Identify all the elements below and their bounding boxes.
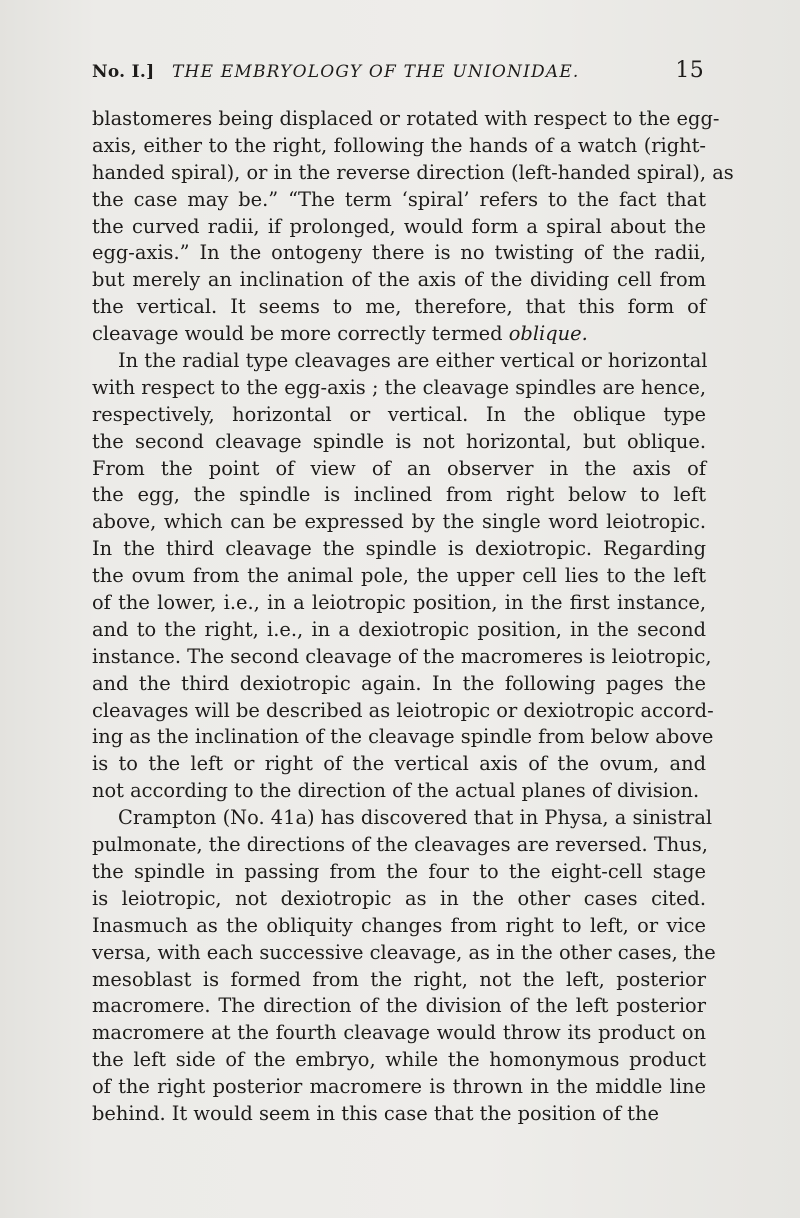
text-line bbox=[92, 751, 706, 778]
text-line-content: is leiotropic, not dexiotropic as in the other cases cited. bbox=[92, 886, 706, 910]
text-line-content: From the point of view of an observer in the axis of bbox=[92, 456, 706, 480]
page-number: 15 bbox=[675, 58, 704, 83]
text-line bbox=[92, 913, 706, 940]
text-line-content: instance. The second cleavage of the macromeres is leiotropic, bbox=[92, 644, 712, 668]
text-line bbox=[92, 644, 712, 671]
text-line-content: and the third dexiotropic again. In the following pages the bbox=[92, 671, 706, 695]
text-line bbox=[92, 1020, 706, 1047]
text-line bbox=[92, 402, 706, 429]
text-line bbox=[92, 1101, 706, 1128]
text-line bbox=[92, 967, 706, 994]
text-line bbox=[92, 671, 706, 698]
text-line-content: macromere at the fourth cleavage would throw its product on bbox=[92, 1021, 706, 1045]
running-header bbox=[92, 58, 704, 86]
text-line bbox=[92, 940, 716, 967]
text-line bbox=[92, 509, 706, 536]
text-line-content: versa, with each successive cleavage, as in the other cases, the bbox=[92, 940, 716, 964]
text-line-content: is to the left or right of the vertical axis of the ovum, and bbox=[92, 752, 706, 776]
text-line-content: blastomeres being displaced or rotated with respect to the egg- bbox=[92, 107, 720, 130]
text-line-content: the case may be.” “The term ‘spiral’ refers to the fact that bbox=[92, 187, 706, 211]
text-line-content: egg-axis.” In the ontogeny there is no twisting of the radii, bbox=[92, 241, 706, 265]
text-line-content: In the radial type cleavages are either vertical or horizontal bbox=[118, 349, 708, 373]
text-line-content: axis, either to the right, following the hands of a watch (right- bbox=[92, 133, 706, 157]
running-title: THE EMBRYOLOGY OF THE UNIONIDAE. bbox=[172, 62, 580, 82]
text-line-content: handed spiral), or in the reverse direction (left-handed spiral), as bbox=[92, 160, 734, 184]
text-line-content: ing as the inclination of the cleavage spindle from below above bbox=[92, 725, 714, 749]
text-line bbox=[92, 187, 706, 214]
text-line bbox=[92, 1047, 706, 1074]
text-line bbox=[92, 240, 706, 267]
text-line bbox=[92, 886, 706, 913]
issue-number: No. I.] bbox=[92, 62, 155, 82]
text-line-content: above, which can be expressed by the single word leiotropic. bbox=[92, 510, 706, 534]
text-line bbox=[92, 698, 714, 725]
text-line bbox=[92, 724, 714, 751]
text-line bbox=[92, 429, 706, 456]
text-line-content: cleavage would be more correctly termed bbox=[92, 322, 509, 346]
text-line bbox=[92, 133, 706, 160]
text-line bbox=[92, 214, 706, 241]
text-line-content: mesoblast is formed from the right, not the left, posterior bbox=[92, 967, 706, 991]
text-line-content: behind. It would seem in this case that the position of the bbox=[92, 1101, 659, 1125]
text-line bbox=[92, 482, 706, 509]
text-line-content: the egg, the spindle is inclined from right below to left bbox=[92, 483, 706, 507]
text-line-content: the second cleavage spindle is not horizontal, but oblique. bbox=[92, 429, 706, 453]
text-line-content: In the third cleavage the spindle is dexiotropic. Regarding bbox=[92, 537, 706, 561]
text-line bbox=[92, 456, 706, 483]
text-line-content: cleavages will be described as leiotropic or dexiotropic accord- bbox=[92, 698, 714, 722]
text-line-content: the left side of the embryo, while the homonymous product bbox=[92, 1048, 706, 1072]
italic-term: oblique. bbox=[508, 322, 588, 346]
text-line bbox=[92, 321, 706, 348]
text-line-content: pulmonate, the directions of the cleavages are reversed. Thus, bbox=[92, 833, 708, 857]
text-line-content: the ovum from the animal pole, the upper cell lies to the left bbox=[92, 564, 706, 588]
text-line bbox=[92, 590, 706, 617]
text-line bbox=[92, 375, 706, 402]
text-line-content: the vertical. It seems to me, therefore, that this form of bbox=[92, 295, 706, 319]
text-line-content: the spindle in passing from the four to the eight-cell stage bbox=[92, 859, 706, 883]
text-line bbox=[92, 832, 706, 859]
text-line bbox=[92, 617, 706, 644]
text-line bbox=[92, 1074, 706, 1101]
text-line bbox=[92, 348, 706, 375]
text-line bbox=[92, 294, 706, 321]
text-line bbox=[92, 778, 706, 805]
text-line-content: of the right posterior macromere is thrown in the middle line bbox=[92, 1075, 706, 1099]
text-line bbox=[92, 106, 720, 133]
text-line bbox=[92, 859, 706, 886]
text-line bbox=[92, 805, 713, 832]
text-line bbox=[92, 160, 734, 187]
text-line-content: Crampton (No. 41a) has discovered that in Physa, a sinistral bbox=[118, 806, 713, 830]
text-line-content: of the lower, i.e., in a leiotropic position, in the first instance, bbox=[92, 591, 706, 615]
text-line bbox=[92, 993, 706, 1020]
text-line-content: the curved radii, if prolonged, would form a spiral about the bbox=[92, 214, 706, 238]
body-text bbox=[92, 106, 734, 1128]
text-line bbox=[92, 536, 706, 563]
text-line bbox=[92, 563, 706, 590]
text-line bbox=[92, 267, 706, 294]
text-line-content: and to the right, i.e., in a dexiotropic position, in the second bbox=[92, 617, 706, 641]
text-line-content: respectively, horizontal or vertical. In the oblique type bbox=[92, 402, 706, 426]
text-line-content: not according to the direction of the actual planes of division. bbox=[92, 779, 700, 803]
text-line-content: but merely an inclination of the axis of the dividing cell from bbox=[92, 268, 706, 292]
text-line-content: with respect to the egg-axis ; the cleavage spindles are hence, bbox=[92, 375, 706, 399]
text-line-content: Inasmuch as the obliquity changes from right to left, or vice bbox=[92, 913, 706, 937]
text-line-content: macromere. The direction of the division of the left posterior bbox=[92, 994, 706, 1018]
